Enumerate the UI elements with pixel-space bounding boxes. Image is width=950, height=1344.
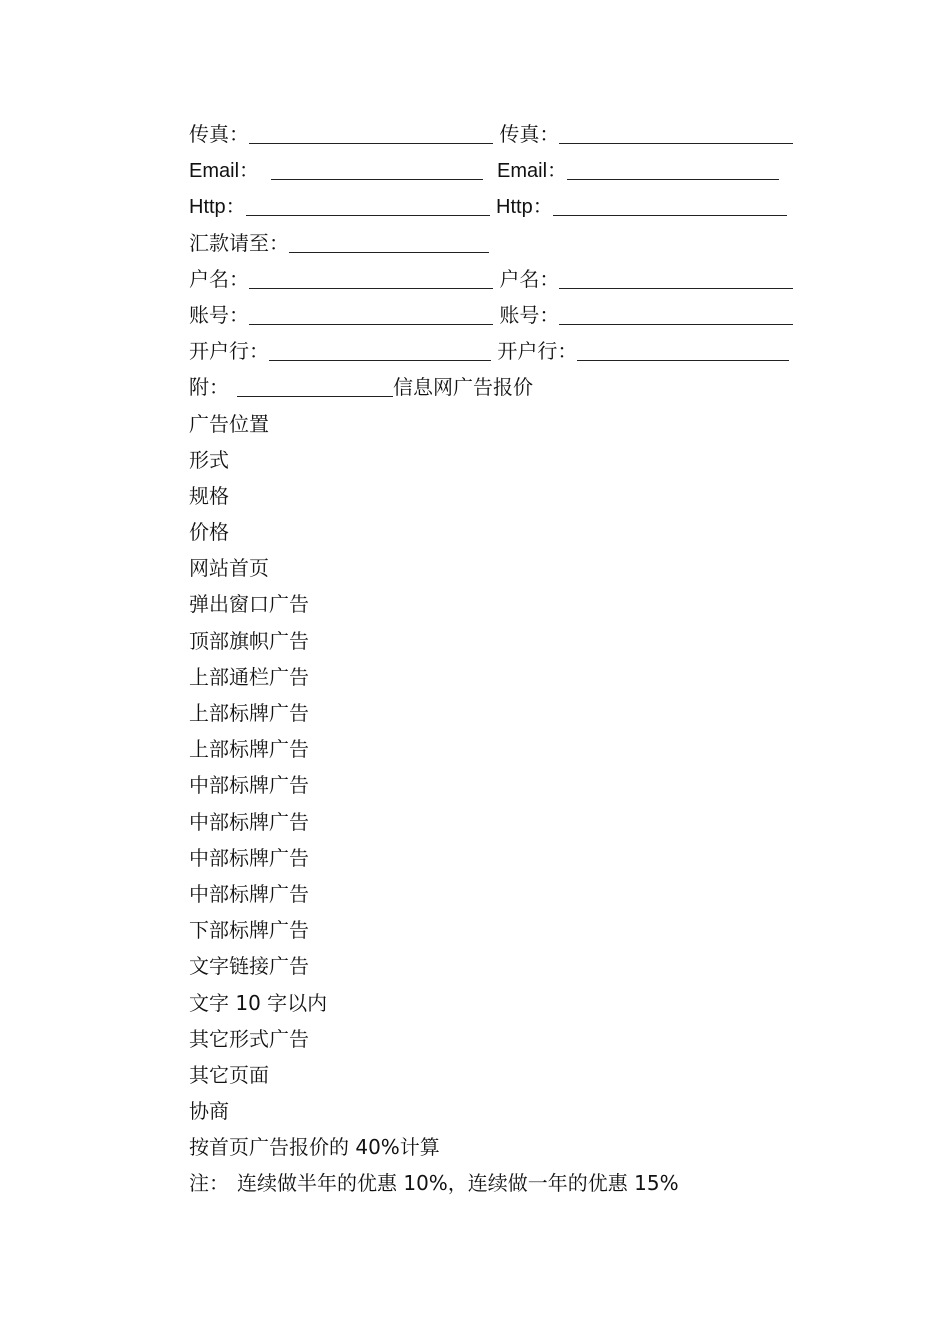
list-item: 中部标牌广告 — [189, 809, 309, 834]
http-blank[interactable] — [246, 195, 490, 216]
list-item: 规格 — [189, 483, 229, 508]
document-page — [189, 116, 829, 1202]
list-item: 中部标牌广告 — [189, 845, 309, 870]
list-item: 中部标牌广告 — [189, 881, 309, 906]
bank-blank-2[interactable] — [577, 340, 789, 361]
account-no-label-2: 账号： — [499, 302, 560, 327]
http-label-2: Http： — [496, 196, 553, 219]
bank-blank[interactable] — [269, 340, 491, 361]
attach-blank[interactable] — [237, 376, 393, 397]
fax-label: 传真： — [189, 122, 249, 146]
note-label: 注： — [189, 1171, 229, 1196]
email-blank[interactable] — [271, 159, 483, 180]
list-item: 网站首页 — [189, 556, 269, 581]
fax-label-2: 传真： — [499, 122, 560, 146]
fax-row — [189, 116, 829, 152]
fax-blank[interactable] — [249, 123, 493, 144]
email-blank-2[interactable] — [567, 159, 779, 180]
account-name-blank-2[interactable] — [559, 268, 793, 289]
list-item: 价格 — [189, 520, 229, 545]
note-text: 连续做半年的优惠 10%，连续做一年的优惠 15% — [237, 1171, 679, 1196]
attach-label: 附： — [189, 375, 229, 400]
list-item: 上部标牌广告 — [189, 737, 309, 762]
list-item: 广告位置 — [189, 411, 269, 436]
http-label: Http： — [189, 196, 246, 219]
account-name-label-2: 户名： — [499, 266, 560, 291]
bank-row — [189, 333, 829, 369]
email-label: Email： — [189, 160, 260, 183]
account-no-row — [189, 297, 829, 333]
account-name-label: 户名： — [189, 266, 249, 291]
attach-row — [189, 369, 829, 405]
list-item: 其它页面 — [189, 1062, 269, 1087]
list-item: 文字链接广告 — [189, 954, 309, 979]
remit-label: 汇款请至： — [189, 230, 289, 255]
account-no-blank[interactable] — [249, 304, 493, 325]
list-item: 中部标牌广告 — [189, 773, 309, 798]
email-row — [189, 152, 829, 188]
http-blank-2[interactable] — [553, 195, 787, 216]
bank-label-2: 开户行： — [497, 339, 578, 364]
bank-label: 开户行： — [189, 339, 269, 364]
list-item: 上部标牌广告 — [189, 701, 309, 725]
fax-blank-2[interactable] — [559, 123, 793, 144]
account-name-row — [189, 261, 829, 297]
list-item: 其它形式广告 — [189, 1026, 309, 1051]
list-item: 形式 — [189, 447, 229, 472]
list-item: 上部通栏广告 — [189, 664, 309, 689]
remit-blank[interactable] — [289, 232, 489, 253]
list-item: 文字 10 字以内 — [189, 990, 328, 1015]
account-no-label: 账号： — [189, 302, 249, 327]
account-no-blank-2[interactable] — [559, 304, 793, 325]
http-row — [189, 188, 829, 224]
attach-suffix: 信息网广告报价 — [393, 375, 533, 400]
email-label-2: Email： — [497, 160, 568, 183]
list-item: 顶部旗帜广告 — [189, 628, 309, 653]
list-item: 弹出窗口广告 — [189, 592, 309, 617]
note-row — [189, 1165, 829, 1201]
list-item: 协商 — [189, 1099, 229, 1124]
remit-row — [189, 225, 829, 261]
list-item: 按首页广告报价的 40%计算 — [189, 1135, 440, 1160]
account-name-blank[interactable] — [249, 268, 493, 289]
list-item: 下部标牌广告 — [189, 918, 309, 943]
